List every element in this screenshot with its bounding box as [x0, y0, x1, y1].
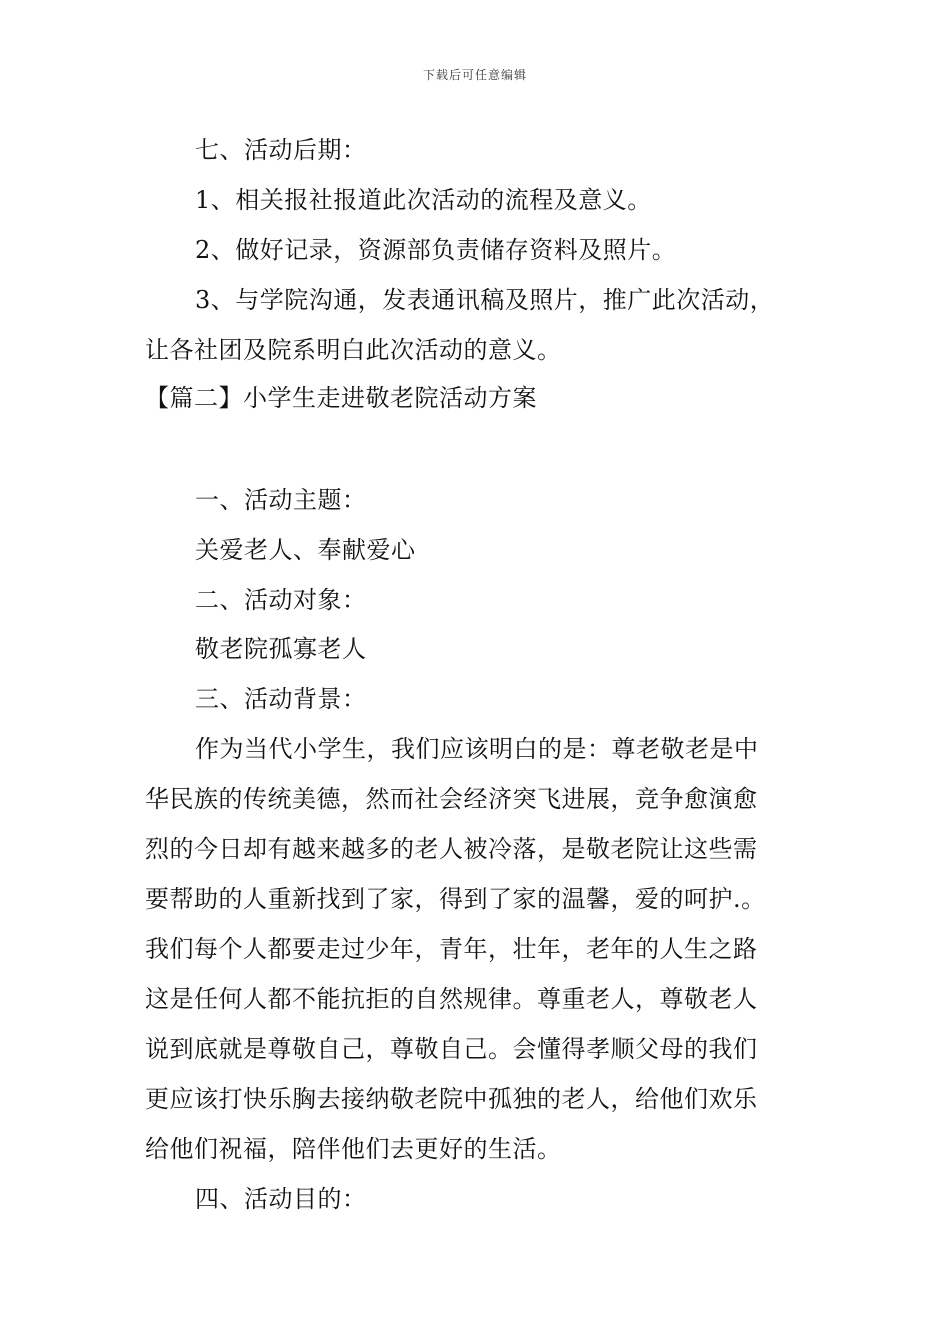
background-paragraph-line-4: 要帮助的人重新找到了家，得到了家的温馨，爱的呵护.。 — [145, 885, 766, 913]
paragraph-item-1: 1、相关报社报道此次活动的流程及意义。 — [195, 186, 652, 214]
background-paragraph-line-7: 说到底就是尊敬自己，尊敬自己。会懂得孝顺父母的我们 — [145, 1035, 758, 1063]
section-heading-theme: 一、活动主题： — [195, 486, 367, 514]
target-text: 敬老院孤寡老人 — [195, 635, 367, 663]
paragraph-item-3: 3、与学院沟通，发表通讯稿及照片，推广此次活动， — [195, 286, 775, 314]
background-paragraph-line-5: 我们每个人都要走过少年，青年，壮年，老年的人生之路 — [145, 935, 758, 963]
paragraph-item-2: 2、做好记录，资源部负责储存资料及照片。 — [195, 236, 677, 264]
background-paragraph-line-2: 华民族的传统美德，然而社会经济突飞进展，竞争愈演愈 — [145, 785, 758, 813]
document-section-title: 【篇二】小学生走进敬老院活动方案 — [145, 384, 537, 412]
background-paragraph-line-9: 给他们祝福，陪伴他们去更好的生活。 — [145, 1135, 562, 1163]
section-heading-target: 二、活动对象： — [195, 586, 367, 614]
section-heading-post-activity: 七、活动后期： — [195, 136, 367, 164]
paragraph-item-3-continued: 让各社团及院系明白此次活动的意义。 — [145, 336, 562, 364]
background-paragraph-line-1: 作为当代小学生，我们应该明白的是：尊老敬老是中 — [195, 735, 759, 763]
theme-text: 关爱老人、奉献爱心 — [195, 536, 416, 564]
background-paragraph-line-3: 烈的今日却有越来越多的老人被冷落，是敬老院让这些需 — [145, 835, 758, 863]
section-heading-purpose: 四、活动目的： — [195, 1185, 367, 1213]
background-paragraph-line-6: 这是任何人都不能抗拒的自然规律。尊重老人，尊敬老人 — [145, 985, 758, 1013]
section-heading-background: 三、活动背景： — [195, 685, 367, 713]
page-header-note: 下载后可任意编辑 — [422, 68, 527, 82]
background-paragraph-line-8: 更应该打快乐胸去接纳敬老院中孤独的老人，给他们欢乐 — [145, 1085, 758, 1113]
